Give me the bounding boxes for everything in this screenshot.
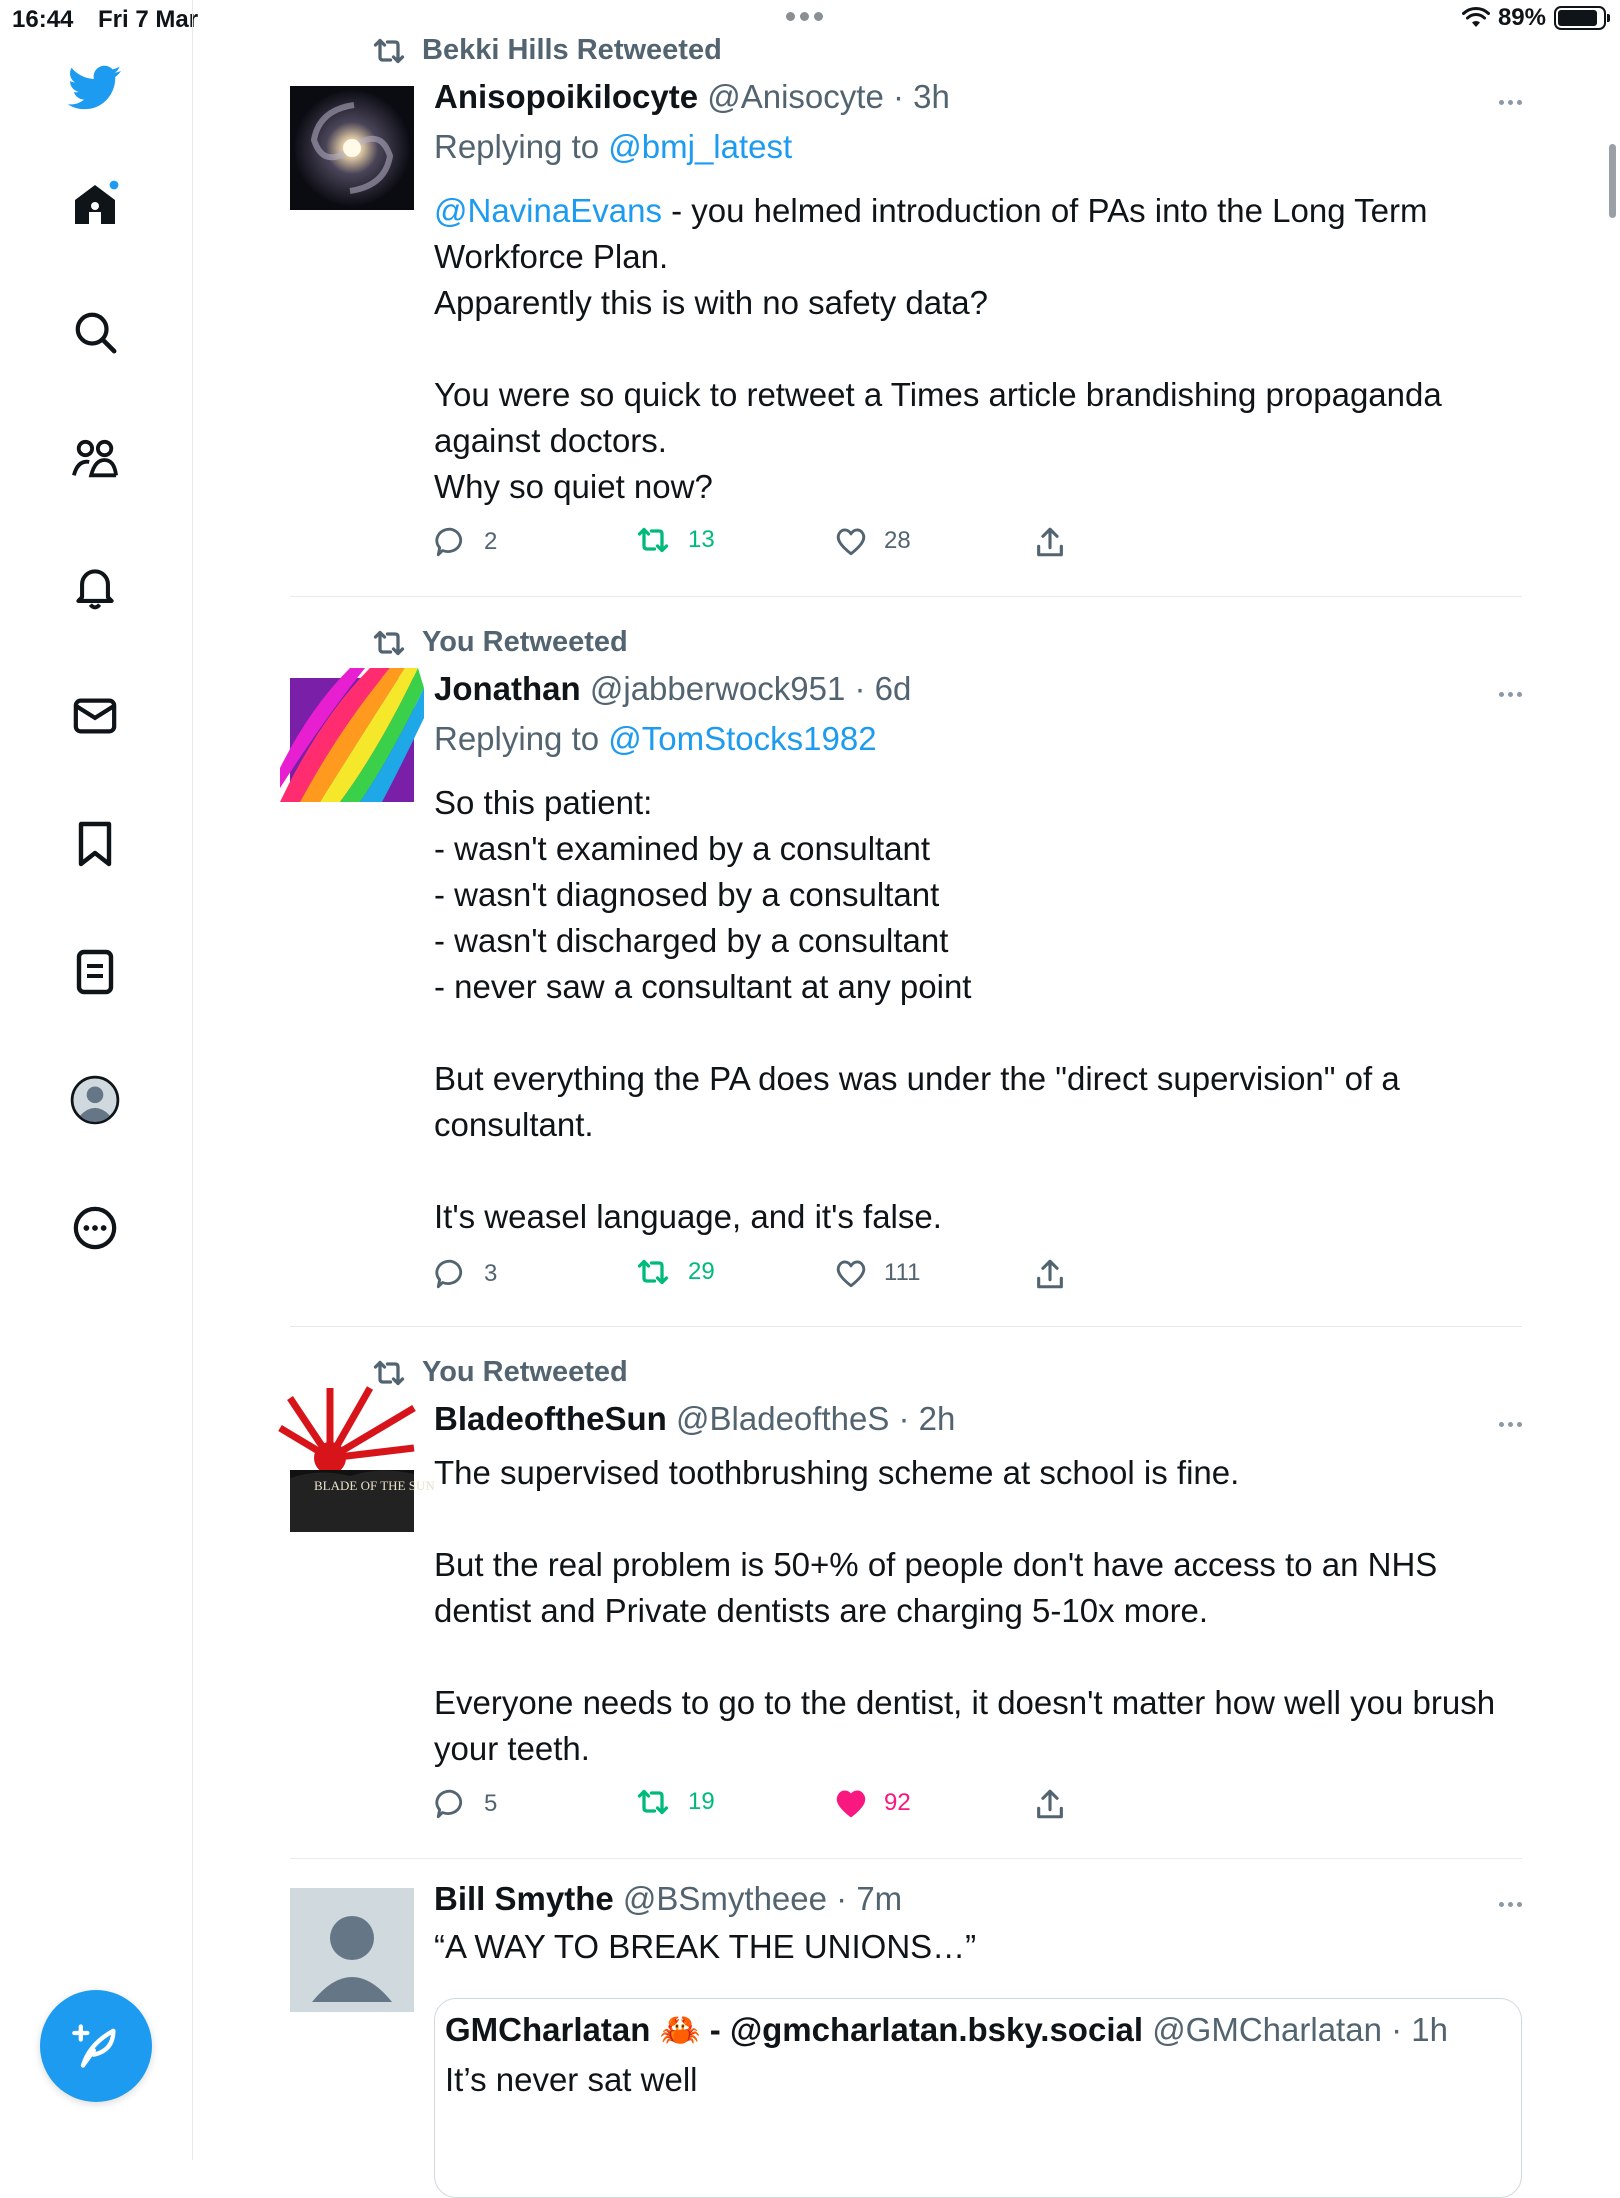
retweet-icon (634, 1787, 672, 1817)
reply-icon (434, 1787, 468, 1821)
tweet-body-text: So this patient: - wasn't examined by a consultant - wasn't diagnosed by a consultant - wasn't discharged by a consultant - never saw a consultant at any point But everything the PA does was under the "direct supervision" of a consultant. It's weasel language, and it's false. (434, 784, 1400, 1235)
quoted-author-name: GMCharlatan 🦀 - @gmcharlatan.bsky.social (445, 2011, 1144, 2048)
retweet-context (370, 626, 628, 659)
tweet-header (434, 78, 950, 116)
replying-mention-link[interactable]: @TomStocks1982 (608, 720, 877, 757)
quoted-author-handle: @GMCharlatan (1152, 2011, 1382, 2048)
author-name[interactable]: Anisopoikilocyte (434, 78, 699, 115)
retweet-icon (634, 525, 672, 555)
heart-filled-icon (834, 1787, 868, 1819)
heart-icon (834, 1257, 868, 1289)
avatar[interactable] (290, 86, 414, 210)
profile-avatar-icon[interactable] (67, 1072, 123, 1128)
tweet-text (434, 1450, 1504, 1772)
retweet-icon (370, 36, 408, 66)
scrollbar[interactable] (1609, 144, 1616, 218)
author-handle[interactable]: @Anisocyte (707, 78, 884, 115)
tweet-more-icon[interactable] (1482, 1422, 1522, 1427)
avatar[interactable] (290, 678, 414, 802)
tweet-text (434, 188, 1504, 510)
author-handle[interactable]: @jabberwock951 (589, 670, 846, 707)
retweet-button[interactable] (634, 525, 715, 555)
tweet[interactable] (290, 622, 1522, 1327)
author-handle[interactable]: @BSmytheee (622, 1880, 827, 1917)
retweet-icon (634, 1257, 672, 1287)
tweet-time[interactable]: · 3h (892, 78, 950, 115)
tweet-body-text: The supervised toothbrushing scheme at school is fine. But the real problem is 50+% of people don't have access to an NHS dentist and Private dentists are charging 5-10x more. Everyone needs to go to the dentist, it doesn't matter how well you brush your teeth. (434, 1454, 1496, 1767)
tweet-actions (434, 1257, 1134, 1297)
quoted-tweet-time: · 1h (1391, 2011, 1448, 2048)
search-icon[interactable] (67, 304, 123, 360)
share-button[interactable] (1034, 1787, 1066, 1821)
compose-tweet-button[interactable] (40, 1990, 152, 2102)
reply-button[interactable] (434, 1257, 497, 1291)
tweet-more-icon[interactable] (1482, 692, 1522, 697)
retweet-context (370, 1356, 628, 1389)
messages-mail-icon[interactable] (67, 688, 123, 744)
like-count: 28 (884, 527, 911, 554)
like-button[interactable] (834, 525, 911, 557)
retweet-context-label: Bekki Hills Retweeted (422, 34, 722, 66)
retweet-button[interactable] (634, 1257, 715, 1287)
tweet-header (434, 1880, 902, 1918)
notifications-bell-icon[interactable] (67, 560, 123, 616)
quoted-tweet-header (445, 2011, 1448, 2050)
reply-count: 3 (484, 1260, 498, 1287)
like-button[interactable] (834, 1257, 920, 1289)
share-icon (1034, 1257, 1066, 1291)
tweet-time[interactable]: · 6d (854, 670, 912, 707)
retweet-context (370, 34, 722, 67)
retweet-context-label: You Retweeted (422, 626, 628, 658)
tweet-more-icon[interactable] (1482, 1902, 1522, 1907)
retweet-count: 13 (688, 526, 715, 553)
quoted-tweet[interactable] (434, 1998, 1522, 2198)
replying-to (434, 720, 877, 758)
retweet-count: 29 (688, 1258, 715, 1285)
battery-percent: 89% (1497, 4, 1546, 31)
communities-icon[interactable] (67, 432, 123, 488)
share-icon (1034, 525, 1066, 559)
tweet-header (434, 670, 911, 708)
avatar-text: BLADE OF THE SUN (314, 1478, 435, 1493)
avatar[interactable] (290, 1888, 414, 2012)
lists-icon[interactable] (67, 944, 123, 1000)
timeline (194, 0, 1620, 2160)
author-name[interactable]: BladeoftheSun (434, 1400, 667, 1437)
tweet-actions (434, 525, 1134, 565)
status-date: Fri 7 Mar (98, 6, 199, 33)
like-count: 111 (884, 1259, 921, 1286)
reply-count: 2 (484, 528, 498, 555)
share-button[interactable] (1034, 1257, 1066, 1291)
reply-count: 5 (484, 1790, 498, 1817)
retweet-icon (370, 1358, 408, 1388)
tweet-text (434, 1924, 1504, 1970)
replying-to (434, 128, 792, 166)
replying-prefix: Replying to (434, 128, 609, 165)
twitter-logo-icon[interactable] (67, 60, 123, 116)
compose-feather-icon (70, 2020, 122, 2072)
replying-mention-link[interactable]: @bmj_latest (608, 128, 793, 165)
quoted-tweet-text: It’s never sat well (445, 2061, 698, 2098)
reply-icon (434, 525, 468, 559)
tweet-time[interactable]: · 2h (898, 1400, 956, 1437)
like-button[interactable] (834, 1787, 911, 1819)
tweet-time[interactable]: · 7m (836, 1880, 903, 1917)
reply-button[interactable] (434, 525, 497, 559)
tweet-actions (434, 1787, 1134, 1827)
author-handle[interactable]: @BladeoftheS (676, 1400, 890, 1437)
tweet-body-text: - you helmed introduction of PAs into the Long Term Workforce Plan. Apparently this is with no safety data? You were so quick to retweet a Times article brandishing propaganda against doctors. Why so quiet now? (434, 192, 1442, 505)
tweet[interactable] (290, 1352, 1522, 1859)
home-icon[interactable] (67, 176, 123, 232)
reply-button[interactable] (434, 1787, 497, 1821)
mention-link[interactable]: @NavinaEvans (434, 192, 662, 229)
tweet-body-text: “A WAY TO BREAK THE UNIONS…” (434, 1928, 977, 1965)
heart-icon (834, 525, 868, 557)
author-name[interactable]: Bill Smythe (434, 1880, 614, 1917)
author-name[interactable]: Jonathan (434, 670, 581, 707)
sidebar (0, 0, 193, 2160)
retweet-button[interactable] (634, 1787, 715, 1817)
tweet-more-icon[interactable] (1482, 100, 1522, 105)
status-time: 16:44 (12, 6, 74, 33)
tweet[interactable] (290, 1860, 1522, 2160)
retweet-context-label: You Retweeted (422, 1356, 628, 1388)
replying-prefix: Replying to (434, 720, 609, 757)
retweet-count: 19 (688, 1788, 715, 1815)
like-count: 92 (884, 1789, 911, 1816)
tweet-text (434, 780, 1504, 1240)
reply-icon (434, 1257, 468, 1291)
bookmark-icon[interactable] (67, 816, 123, 872)
more-options-icon[interactable] (67, 1200, 123, 1256)
share-icon (1034, 1787, 1066, 1821)
tweet[interactable] (290, 30, 1522, 597)
tweet-header (434, 1400, 955, 1438)
share-button[interactable] (1034, 525, 1066, 559)
retweet-icon (370, 628, 408, 658)
avatar[interactable] (290, 1408, 435, 1532)
